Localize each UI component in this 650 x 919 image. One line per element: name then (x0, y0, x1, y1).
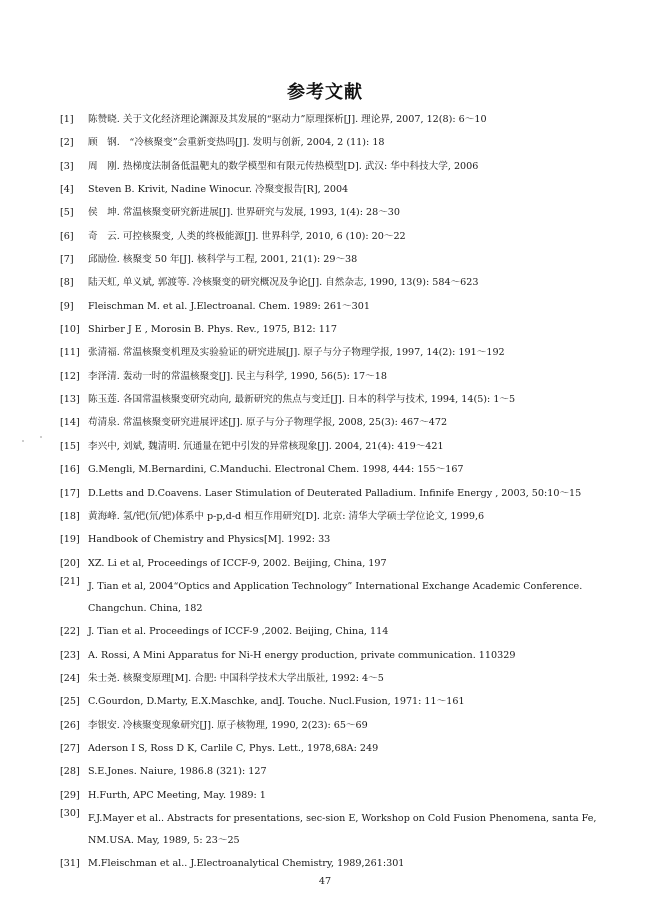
reference-number: [10] (60, 324, 80, 336)
reference-text: D.Letts and D.Coavens. Laser Stimulation of Deuterated Palladium. Infinife Energy , 2003, 50:10～15 (88, 487, 582, 499)
reference-number: [30] (60, 807, 80, 819)
reference-text: J. Tian et al. Proceedings of ICCF-9 ,2002. Beijing, China, 114 (88, 626, 389, 638)
reference-number: [19] (60, 534, 80, 546)
reference-text: J. Tian et al, 2004“Optics and Application Technology” International Exchange Academic Conference. Changchun. China, 182 (88, 580, 583, 614)
reference-item (0, 114, 650, 126)
reference-number: [20] (60, 557, 80, 569)
reference-number: [28] (60, 766, 80, 778)
reference-item (0, 184, 650, 196)
reference-item (0, 558, 650, 570)
reference-number: [9] (60, 300, 74, 312)
reference-number: [1] (60, 114, 74, 125)
reference-item (0, 277, 650, 289)
reference-number: [13] (60, 394, 80, 406)
reference-text: G.Mengli, M.Bernardini, C.Manduchi. Electronal Chem. 1998, 444: 155～167 (88, 464, 464, 476)
reference-item (0, 808, 650, 852)
reference-text: Fleischman M. et al. J.Electroanal. Chem. 1989: 261～301 (88, 300, 370, 312)
reference-text: Shirber J E , Morosin B. Phys. Rev., 1975, B12: 117 (88, 324, 338, 336)
reference-item (0, 511, 650, 523)
reference-text: 侯 坤. 常温核聚变研究新进展[J]. 世界研究与发展, 1993, 1(4): 28～30 (88, 207, 401, 219)
reference-text: 顾 钢. “冷核聚变”会重新变热吗[J]. 发明与创新, 2004, 2 (11): 18 (88, 137, 385, 149)
reference-text: 邱励俭. 核聚变 50 年[J]. 核科学与工程, 2001, 21(1): 29～38 (88, 254, 358, 266)
reference-text: 李兴中, 刘斌, 魏清明. 氘通量在钯中引发的异常核现象[J]. 2004, 21(4): 419～421 (88, 440, 444, 452)
reference-item (0, 347, 650, 359)
page-title: 参考文献 (287, 82, 363, 104)
reference-text: 陈玉莲. 各国常温核聚变研究动向, 最新研究的焦点与变迁[J]. 日本的科学与技术, 1994, 14(5): 1～5 (88, 394, 516, 406)
reference-number: [15] (60, 440, 80, 452)
page-number: 47 (318, 876, 332, 887)
reference-number: [3] (60, 160, 74, 172)
reference-item (0, 696, 650, 708)
reference-item (0, 673, 650, 685)
reference-number: [16] (60, 464, 80, 476)
reference-text: 周 刚. 热梯度法制备低温靶丸的数学模型和有限元传热模型[D]. 武汉: 华中科技大学, 2006 (88, 160, 479, 172)
reference-item (0, 576, 650, 620)
reference-item (0, 417, 650, 429)
reference-item (0, 464, 650, 476)
reference-text: 李银安. 冷核聚变现象研究[J]. 原子核物理, 1990, 2(23): 65～69 (88, 719, 368, 731)
scan-speck (40, 436, 42, 438)
reference-text: 陈赞晓. 关于文化经济理论渊源及其发展的“驱动力”原理探析[J]. 理论界, 2007, 12(8): 6～10 (88, 114, 487, 125)
reference-number: [11] (60, 347, 80, 359)
reference-number: [6] (60, 230, 74, 242)
reference-item (0, 254, 650, 266)
reference-number: [27] (60, 742, 80, 754)
reference-item (0, 324, 650, 336)
reference-text: 奇 云. 可控核聚变, 人类的终极能源[J]. 世界科学, 2010, 6 (10): 20～22 (88, 230, 406, 242)
reference-item (0, 858, 650, 870)
reference-item (0, 534, 650, 546)
reference-text: S.E.Jones. Naiure, 1986.8 (321): 127 (88, 766, 267, 778)
reference-number: [26] (60, 719, 80, 731)
reference-text: 黄海峰. 氢/钯(氘/钯)体系中 p-p,d-d 相互作用研究[D]. 北京: 清华大学硕士学位论文, 1999,6 (88, 510, 485, 522)
reference-text: 李泽清. 轰动一时的常温核聚变[J]. 民主与科学, 1990, 56(5): 17～18 (88, 370, 387, 382)
reference-item (0, 790, 650, 802)
reference-number: [4] (60, 184, 74, 196)
reference-item (0, 301, 650, 313)
reference-text: Aderson I S, Ross D K, Carlile C, Phys. Lett., 1978,68A: 249 (88, 742, 379, 754)
reference-text: C.Gourdon, D.Marty, E.X.Maschke, andJ. Touche. Nucl.Fusion, 1971: 11～161 (88, 696, 465, 708)
reference-text: 苟清泉. 常温核聚变研究进展评述[J]. 原子与分子物理学报, 2008, 25(3): 467～472 (88, 417, 448, 429)
reference-text: Handbook of Chemistry and Physics[M]. 1992: 33 (88, 534, 331, 546)
reference-item (0, 207, 650, 219)
reference-number: [17] (60, 487, 80, 499)
reference-number: [23] (60, 649, 80, 661)
reference-text: 张清福. 常温核聚变机理及实验验证的研究进展[J]. 原子与分子物理学报, 1997, 14(2): 191～192 (88, 347, 505, 359)
reference-number: [31] (60, 858, 80, 870)
reference-item (0, 371, 650, 383)
reference-text: A. Rossi, A Mini Apparatus for Ni-H energy production, private communication. 110329 (88, 649, 516, 661)
reference-item (0, 441, 650, 453)
reference-number: [2] (60, 137, 74, 149)
reference-number: [7] (60, 254, 74, 266)
reference-item (0, 743, 650, 755)
reference-item (0, 626, 650, 638)
reference-item (0, 650, 650, 662)
reference-number: [12] (60, 370, 80, 382)
reference-number: [14] (60, 417, 80, 429)
reference-number: [18] (60, 510, 80, 522)
reference-number: [22] (60, 626, 80, 638)
reference-item (0, 137, 650, 149)
reference-item (0, 231, 650, 243)
reference-number: [8] (60, 277, 74, 289)
reference-item (0, 161, 650, 173)
reference-text: Steven B. Krivit, Nadine Winocur. 冷聚变报告[R], 2004 (88, 184, 349, 196)
reference-item (0, 720, 650, 732)
scan-speck (22, 440, 24, 442)
reference-text: XZ. Li et al, Proceedings of ICCF-9, 2002. Beijing, China, 197 (88, 557, 387, 569)
reference-text: 陆天虹, 单义斌, 郭渡等. 冷核聚变的研究概况及争论[J]. 自然杂志, 1990, 13(9): 584～623 (88, 277, 479, 289)
reference-item (0, 488, 650, 500)
reference-number: [25] (60, 696, 80, 708)
reference-text: H.Furth, APC Meeting, May. 1989: 1 (88, 789, 266, 801)
reference-text: M.Fleischman et al.. J.Electroanalytical Chemistry, 1989,261:301 (88, 858, 405, 870)
reference-number: [24] (60, 672, 80, 684)
reference-number: [21] (60, 575, 80, 587)
reference-item (0, 766, 650, 778)
reference-number: [29] (60, 789, 80, 801)
reference-text: 朱士尧. 核聚变原理[M]. 合肥: 中国科学技术大学出版社, 1992: 4～5 (88, 672, 384, 684)
reference-list (0, 114, 650, 882)
reference-text: F.J.Mayer et al.. Abstracts for presentations, sec-sion E, Workshop on Cold Fusion Phenomena, santa Fe, NM.USA. May, 1989, 5: 23～25 (88, 812, 597, 846)
reference-number: [5] (60, 207, 74, 219)
reference-item (0, 394, 650, 406)
